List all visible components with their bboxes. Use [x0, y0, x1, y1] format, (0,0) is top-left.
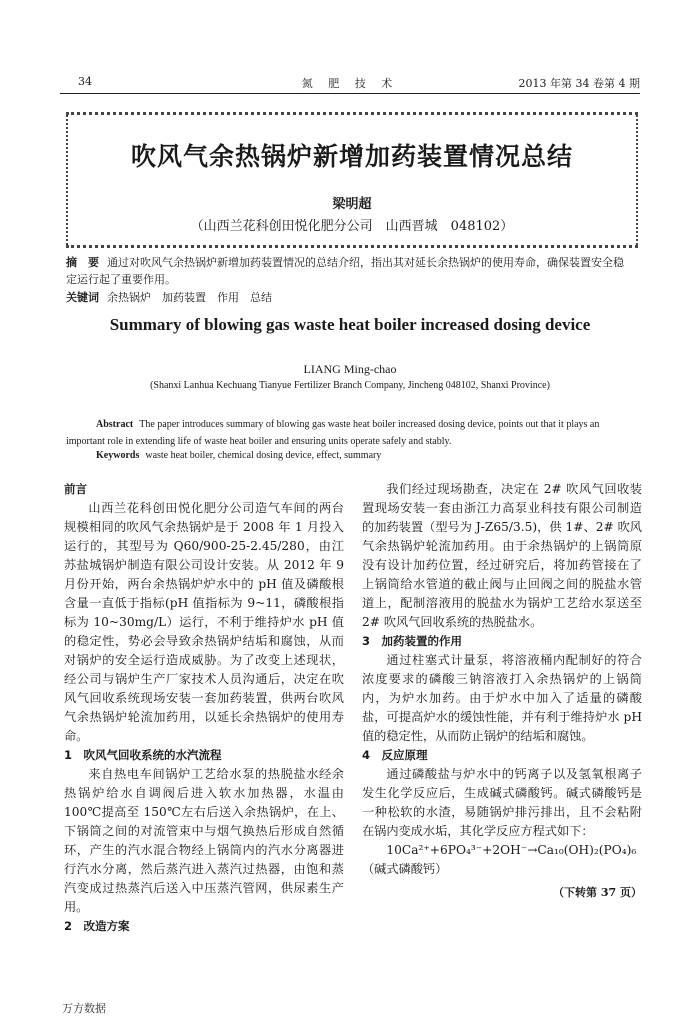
paragraph-section-1: 来自热电车间锅炉工艺给水泵的热脱盐水经余热锅炉给水自调阀后进入软水加热器，水温由 100℃提高至 150℃左右后送入余热锅炉，在上、下锅筒之间的对流管束中与烟气换热后形成自然循环，产生的汽水混合物经上锅筒内的汽水分离器进行汽水分离，然后蒸汽进入蒸汽过热器，由饱和蒸汽变成过热蒸汽后送入中压蒸汽管网，供尿素生产用。: [64, 767, 344, 914]
author-en: LIANG Ming-chao: [303, 362, 397, 376]
abstract-en: [66, 416, 634, 450]
affiliation-en: (Shanxi Lanhua Kechuang Tianyue Fertilizer Branch Company, Jincheng 048102, Shanxi Province): [150, 380, 550, 391]
section-heading-3: 3 加药装置的作用: [362, 634, 463, 648]
issue-info: 2013 年第 34 卷第 4 期: [518, 77, 640, 90]
keywords-cn-text: 余热锅炉 加药装置 作用 总结: [107, 291, 272, 304]
paragraph-preface: 山西兰花科创田悦化肥分公司造气车间的两台规模相同的吹风气余热锅炉是于 2008 年 1 月投入运行的，其型号为 Q60/900-25-2.45/280，由江苏盐城锅炉制造有限公司设计安装。从 2012 年 9 月份开始，两台余热锅炉炉水中的 pH 值及磷酸根含量一直低于指标(pH 值指标为 9~11，磷酸根指标为 10~30mg/L）运行，不利于维持炉水 pH 值的稳定性，势必会导致余热锅炉结垢和腐蚀，从而对锅炉的安全运行造成威胁。为了改变上述现状，经公司与锅炉生产厂家技术人员沟通后，决定在吹风气回收系统现场安装一套加药装置，供两台吹风气余热锅炉轮流加药用，以延长余热锅炉的使用寿命。: [64, 501, 344, 743]
paragraph-section-3: 通过柱塞式计量泵，将溶液桶内配制好的符合浓度要求的磷酸三钠溶液打入余热锅炉的上锅筒内，为炉水加药。由于炉水中加入了适量的磷酸盐，可提高炉水的缓蚀性能，并有利于维持炉水 pH 值的稳定性，从而防止锅炉的结垢和腐蚀。: [362, 653, 642, 743]
running-header: [60, 75, 640, 94]
keywords-en: [96, 450, 636, 461]
page-number: 34: [78, 75, 92, 88]
paragraph-section-2: 我们经过现场勘查，决定在 2# 吹风气回收装置现场安装一套由浙江力高泵业科技有限公司制造的加药装置（型号为 J-Z65/3.5)，供 1#、2# 吹风气余热锅炉轮流加药用。由于余热锅炉的上锅筒原没有设计加药位置，经过研究后，将加药管接在了上锅筒给水管道的截止阀与止回阀之间的脱盐水管道上，配制溶液用的脱盐水为锅炉工艺给水泵送至 2# 吹风气回收系统的热脱盐水。: [362, 482, 642, 629]
body-column-right: [362, 480, 642, 902]
abstract-cn: [66, 254, 634, 288]
abstract-en-text: The paper introduces summary of blowing gas waste heat boiler increased dosing device, points out that it plays an important role in extending life of waste heat boiler and ensuring units operate safely and stably.: [66, 419, 600, 447]
paragraph-section-4: 通过磷酸盐与炉水中的钙离子以及氢氧根离子发生化学反应后，生成碱式磷酸钙。碱式磷酸钙是一种松软的水渣，易随锅炉排污排出，且不会粘附在锅内变成水垢，其化学反应方程式如下：: [362, 767, 642, 838]
keywords-cn-label: 关键词: [66, 291, 99, 304]
keywords-cn: [66, 289, 634, 305]
section-heading-4: 4 反应原理: [362, 748, 428, 762]
journal-name: 氮 肥 技 术: [301, 77, 399, 90]
abstract-cn-label: 摘 要: [66, 256, 99, 269]
keywords-en-text: waste heat boiler, chemical dosing device, effect, summary: [145, 450, 382, 461]
affiliation-cn: （山西兰花科创田悦化肥分公司 山西晋城 048102）: [190, 219, 514, 234]
article-title-en: Summary of blowing gas waste heat boiler increased dosing device: [109, 315, 591, 334]
footer-logo: 万方数据: [62, 1002, 106, 1015]
abstract-en-label: Abstract: [96, 419, 134, 430]
abstract-cn-text: 通过对吹风气余热锅炉新增加药装置情况的总结介绍，指出其对延长余热锅炉的使用寿命，确保装置安全稳定运行起了重要作用。: [66, 256, 624, 286]
keywords-en-label: Keywords: [96, 450, 140, 461]
section-heading-1: 1 吹风气回收系统的水汽流程: [64, 748, 222, 762]
chemical-equation: 10Ca²⁺+6PO₄³⁻+2OH⁻→Ca₁₀(OH)₂(PO₄)₆（碱式磷酸钙）: [362, 843, 637, 876]
section-heading-2: 2 改造方案: [64, 919, 130, 933]
body-column-left: [64, 480, 344, 936]
section-heading-preface: 前言: [64, 482, 87, 496]
article-title-cn: 吹风气余热锅炉新增加药装置情况总结: [130, 142, 573, 171]
author-cn: 梁明超: [332, 197, 372, 212]
continued-note: （下转第 37 页）: [553, 886, 642, 899]
title-block: [66, 112, 638, 248]
